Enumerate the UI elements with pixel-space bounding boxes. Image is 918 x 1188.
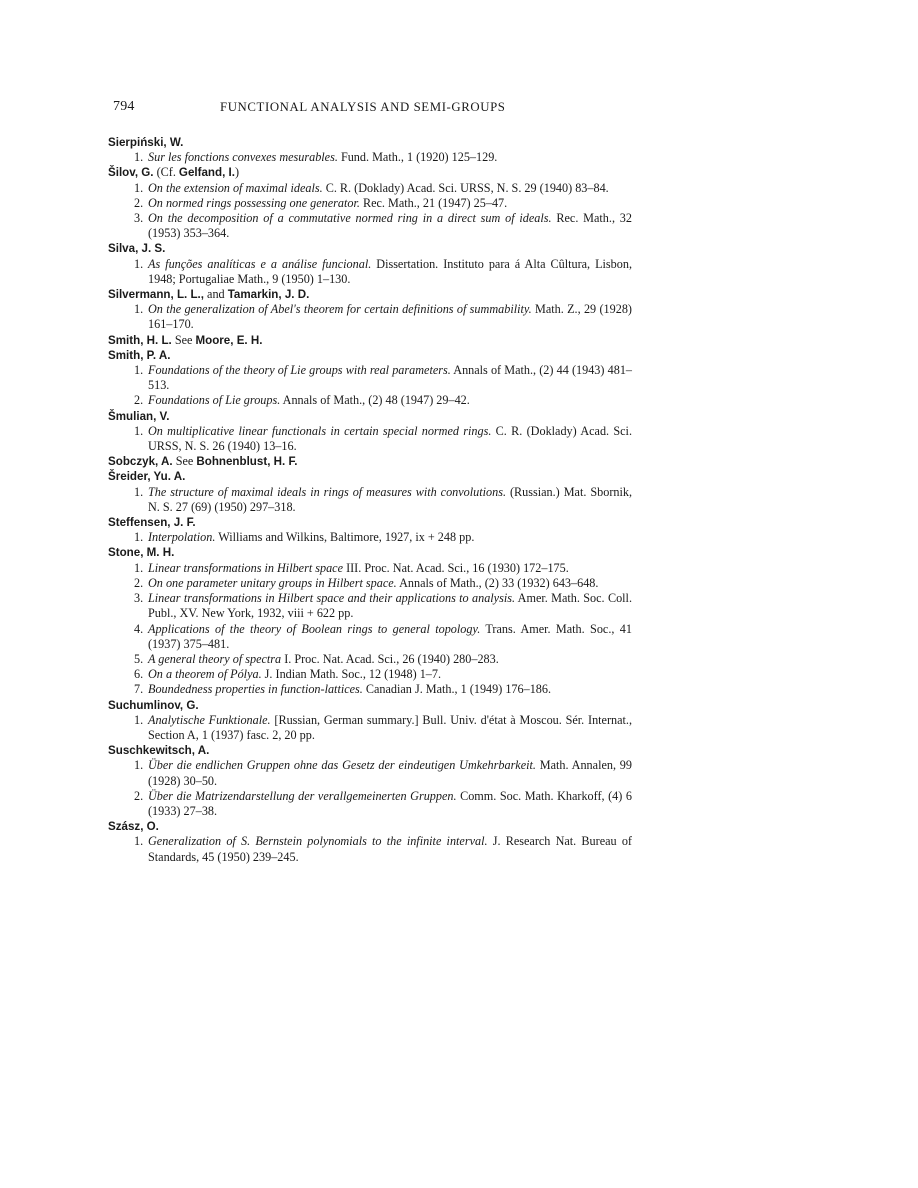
reference-entry [108, 424, 632, 454]
reference-entry [108, 530, 632, 545]
author-heading [108, 545, 632, 560]
reference-title: On the extension of maximal ideals. [148, 180, 323, 195]
reference-citation: Dissertation. Instituto para á Alta Cûltura, Lisbon, 1948; Portugaliae Math., 9 (1950) 1–130. [148, 256, 633, 286]
reference-citation: C. R. (Doklady) Acad. Sci. URSS, N. S. 29 (1940) 83–84. [322, 180, 609, 195]
reference-number: 1. [134, 423, 144, 438]
author-name: Suschkewitsch, A. [108, 744, 210, 758]
reference-title: Über die endlichen Gruppen ohne das Gesetz der eindeutigen Umkehrbarkeit. [148, 758, 536, 773]
author-note: and [204, 287, 228, 302]
reference-title: Boundedness properties in function-lattices. [148, 682, 363, 697]
author-heading [108, 333, 632, 348]
reference-title: As funções analíticas e a análise funcional. [148, 256, 372, 271]
reference-entry [108, 257, 632, 287]
author-name: Šmulian, V. [108, 409, 170, 423]
author-note: See [171, 332, 196, 347]
reference-number: 1. [134, 180, 144, 195]
reference-citation: J. Indian Math. Soc., 12 (1948) 1–7. [261, 667, 442, 682]
author-heading [108, 135, 632, 150]
reference-title: On normed rings possessing one generator. [148, 195, 360, 210]
reference-entry [108, 196, 632, 211]
reference-title: On multiplicative linear functionals in certain special normed rings. [148, 423, 492, 438]
reference-citation: J. Research Nat. Bureau of Standards, 45 (1950) 239–245. [148, 834, 632, 864]
reference-entry [108, 561, 632, 576]
reference-citation: C. R. (Doklady) Acad. Sci. URSS, N. S. 26 (1940) 13–16. [148, 423, 632, 454]
author-name: Szász, O. [108, 820, 159, 834]
reference-title: Foundations of the theory of Lie groups with real parameters. [148, 363, 451, 378]
reference-citation: Rec. Math., 21 (1947) 25–47. [359, 195, 508, 210]
reference-citation: Williams and Wilkins, Baltimore, 1927, ix + 248 pp. [215, 530, 475, 545]
reference-citation: Trans. Amer. Math. Soc., 41 (1937) 375–481. [148, 621, 632, 651]
author-block [108, 515, 632, 545]
reference-citation: Annals of Math., (2) 48 (1947) 29–42. [280, 393, 470, 408]
reference-title: Analytische Funktionale. [148, 712, 271, 727]
reference-number: 2. [134, 195, 144, 210]
author-block [108, 165, 632, 241]
bibliography-list [108, 135, 632, 865]
author-block [108, 409, 632, 455]
reference-title: Interpolation. [148, 530, 216, 545]
reference-citation: I. Proc. Nat. Acad. Sci., 26 (1940) 280–283. [281, 651, 499, 666]
reference-number: 1. [134, 530, 144, 545]
author-block [108, 241, 632, 287]
cross-reference-name: Bohnenblust, H. F. [196, 455, 298, 469]
page-number: 794 [113, 99, 135, 114]
reference-citation: III. Proc. Nat. Acad. Sci., 16 (1930) 172–175. [343, 560, 569, 575]
author-name: Šilov, G. [108, 166, 154, 180]
reference-number: 2. [134, 393, 144, 408]
author-heading [108, 698, 632, 713]
page-header [113, 99, 633, 119]
author-block [108, 819, 632, 865]
author-block [108, 135, 632, 165]
reference-number: 2. [134, 575, 144, 590]
reference-title: Generalization of S. Bernstein polynomials to the infinite interval. [148, 834, 488, 849]
author-block [108, 469, 632, 515]
author-block [108, 348, 632, 409]
reference-number: 7. [134, 682, 144, 697]
reference-title: The structure of maximal ideals in rings of measures with convolutions. [148, 484, 507, 499]
reference-title: Linear transformations in Hilbert space [148, 560, 344, 575]
reference-citation: Amer. Math. Soc. Coll. Publ., XV. New York, 1932, viii + 622 pp. [148, 591, 632, 621]
reference-number: 1. [134, 363, 144, 378]
author-name: Smith, H. L. [108, 333, 172, 347]
reference-title: On the decomposition of a commutative normed ring in a direct sum of ideals. [148, 211, 552, 226]
author-heading [108, 743, 632, 758]
reference-number: 6. [134, 667, 144, 682]
reference-number: 1. [134, 150, 144, 165]
reference-title: Applications of the theory of Boolean rings to general topology. [148, 621, 481, 636]
reference-number: 3. [134, 591, 144, 606]
author-block [108, 545, 632, 697]
reference-number: 1. [134, 560, 144, 575]
author-name: Silvermann, L. L., [108, 288, 204, 302]
reference-title: A general theory of spectra [148, 651, 282, 666]
reference-number: 3. [134, 211, 144, 226]
reference-entry [108, 363, 632, 393]
author-name: Šreider, Yu. A. [108, 470, 186, 484]
cross-reference-name: Moore, E. H. [195, 333, 263, 347]
reference-citation: Comm. Soc. Math. Kharkoff, (4) 6 (1933) 27–38. [148, 788, 632, 818]
author-name: Suchumlinov, G. [108, 698, 199, 712]
author-heading [108, 241, 632, 256]
author-block [108, 287, 632, 333]
reference-entry [108, 758, 632, 788]
reference-citation: Canadian J. Math., 1 (1949) 176–186. [362, 682, 552, 697]
reference-title: On a theorem of Pólya. [148, 667, 262, 682]
reference-entry [108, 789, 632, 819]
reference-entry [108, 150, 632, 165]
reference-number: 1. [134, 484, 144, 499]
reference-citation: (Russian.) Mat. Sbornik, N. S. 27 (69) (1950) 297–318. [148, 484, 633, 514]
author-block [108, 454, 632, 469]
reference-title: Sur les fonctions convexes mesurables. [148, 150, 338, 165]
author-note: See [172, 454, 197, 469]
author-name: Silva, J. S. [108, 242, 166, 256]
reference-entry [108, 485, 632, 515]
reference-title: Foundations of Lie groups. [148, 393, 281, 408]
reference-entry [108, 682, 632, 697]
author-heading [108, 819, 632, 834]
reference-entry [108, 302, 632, 332]
author-heading [108, 287, 632, 302]
reference-title: Über die Matrizendarstellung der verallgemeinerten Gruppen. [148, 788, 457, 803]
author-name: Steffensen, J. F. [108, 516, 196, 530]
reference-number: 4. [134, 621, 144, 636]
cross-reference-name: Tamarkin, J. D. [227, 288, 310, 302]
reference-entry [108, 652, 632, 667]
author-note: (Cf. [153, 165, 179, 180]
reference-number: 1. [134, 758, 144, 773]
reference-citation: Rec. Math., 32 (1953) 353–364. [148, 211, 632, 241]
author-heading [108, 469, 632, 484]
author-block [108, 333, 632, 348]
author-heading [108, 454, 632, 469]
author-name: Sobczyk, A. [108, 455, 173, 469]
author-heading [108, 165, 632, 180]
author-name: Stone, M. H. [108, 546, 175, 560]
reference-title: On one parameter unitary groups in Hilbert space. [148, 575, 397, 590]
reference-number: 1. [134, 834, 144, 849]
reference-entry [108, 393, 632, 408]
reference-number: 1. [134, 712, 144, 727]
author-block [108, 698, 632, 744]
reference-citation: Fund. Math., 1 (1920) 125–129. [337, 150, 498, 165]
reference-entry [108, 622, 632, 652]
author-heading [108, 409, 632, 424]
reference-entry [108, 713, 632, 743]
reference-entry [108, 181, 632, 196]
running-title: FUNCTIONAL ANALYSIS AND SEMI-GROUPS [220, 100, 506, 114]
reference-citation: Math. Annalen, 99 (1928) 30–50. [148, 758, 632, 788]
reference-citation: Math. Z., 29 (1928) 161–170. [148, 302, 632, 332]
author-name: Sierpiński, W. [108, 136, 184, 149]
reference-title: On the generalization of Abel's theorem for certain definitions of summability. [148, 302, 532, 317]
reference-number: 2. [134, 788, 144, 803]
reference-entry [108, 211, 632, 241]
reference-number: 1. [134, 256, 144, 271]
author-block [108, 743, 632, 819]
reference-citation: Annals of Math., (2) 44 (1943) 481–513. [148, 363, 633, 393]
author-name: Smith, P. A. [108, 348, 171, 362]
author-heading [108, 348, 632, 363]
reference-citation: Annals of Math., (2) 33 (1932) 643–648. [396, 575, 599, 590]
reference-number: 1. [134, 302, 144, 317]
reference-entry [108, 834, 632, 864]
reference-entry [108, 667, 632, 682]
reference-number: 5. [134, 651, 144, 666]
reference-title: Linear transformations in Hilbert space and their applications to analysis. [148, 591, 515, 606]
reference-entry [108, 591, 632, 621]
cross-reference-name: Gelfand, I. [178, 166, 235, 180]
author-heading [108, 515, 632, 530]
reference-entry [108, 576, 632, 591]
author-note-end: ) [234, 165, 240, 180]
reference-citation: [Russian, German summary.] Bull. Univ. d'état à Moscou. Sér. Internat., Section A, 1 (1937) fasc. 2, 20 pp. [148, 712, 633, 742]
